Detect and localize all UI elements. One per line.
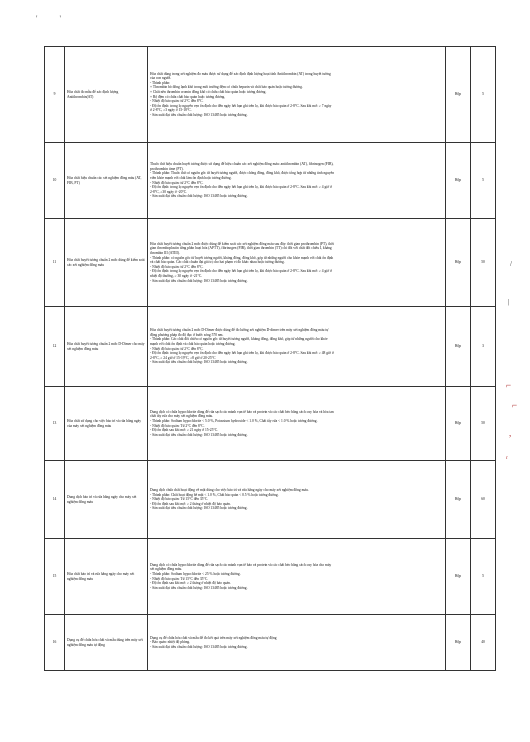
item-description [148, 461, 446, 539]
item-number: 11 [45, 219, 65, 307]
description-line: - Nhiệt độ bảo quản: Từ 15°C đến 35°C. [150, 497, 209, 502]
description-line: của con người. [150, 76, 172, 81]
description-line: Dung dịch có chứa hypochlorite dùng để rửa sạch các mảnh vụn tế bào và protein và các chất béo bằng cách oxy hóa cho máy [150, 562, 332, 567]
description-line: - Độ ổn định: trong lọ nguyên vẹn ổn định cho đến ngày hết hạn ghi trên lọ, khi được bảo quản ở 2-8°C. Sau khi mở: ≥ 7 ngày [150, 103, 332, 108]
item-name: Hóa chất sử dụng cho việc bảo trì và rửa hằng ngày của máy xét nghiệm đông máu [65, 387, 148, 461]
description-line: - Thành phần: Chất hoạt động bề mặt < 1.0 %, Chất bảo quản < 0.5 % hoặc tương đương. [150, 492, 279, 497]
item-quantity: 5 [471, 47, 496, 143]
description-line: Hóa chất huyết tương chuẩn 2 mức được dùng để kiểm soát các xét nghiệm đông máu sau đây: thời gian prothrombin (PT), thời [150, 241, 334, 246]
item-unit: Hộp [446, 461, 471, 539]
item-description [148, 615, 446, 671]
description-line: mạnh với chất ổn định và chất bảo quản hoặc tương đương. [150, 341, 236, 346]
item-number: 9 [45, 47, 65, 143]
description-line: Dung dịch chứa chất hoạt động về mặt dùng cho việc bảo trì và rửa hằng ngày cho máy xét nghiệm đông máu. [150, 488, 309, 493]
description-line: - Sản xuất đạt tiêu chuẩn chất lượng: ISO 13485 hoặc tương đương. [150, 644, 248, 649]
item-description [148, 307, 446, 387]
table-row [45, 47, 496, 143]
description-line: - Độ ổn định: trong lọ nguyên vẹn ổn định cho đến ngày hết hạn ghi trên lọ, khi được bảo quản ở 2-8°C. Sau khi mở: ≥ 4 giờ ở [150, 269, 332, 274]
item-number: 10 [45, 143, 65, 219]
description-line: Thuốc thử hiệu chuẩn huyết tương được sử dụng để hiệu chuẩn các xét nghiệm đông máu: antithrombin (AT), fibrinogen (FIB), [150, 162, 334, 167]
item-name: Dụng cụ để chứa hóa chất và mẫu dùng trên máy xét nghiệm đông máu tự động [65, 615, 148, 671]
description-line: và chất bảo quản. Các chất chuẩn đạt giá trị cho hai phạm vi đo khác nhau hoặc tương đương. [150, 260, 285, 265]
description-line: nhiệt độ thường, ≥ 30 ngày ở -21°C. [150, 273, 203, 278]
description-line: - Độ ổn định sau khi mở: ≥ 21 ngày ở 15-25°C. [150, 428, 219, 433]
item-description [148, 219, 446, 307]
description-line: + Thrombin bò đông lạnh khô trong môi trường đệm có chứa heparin và chất bảo quản hoặc tương đương. [150, 85, 303, 90]
item-description [148, 387, 446, 461]
description-line: - Thành phần: Sodium hypochlorite < 25 % hoặc tương đương. [150, 571, 241, 576]
description-line: prothrombin time (PT). [150, 166, 184, 171]
description-line: - Thành phần: [150, 80, 171, 85]
description-line: - Sản xuất đạt tiêu chuẩn chất lượng: ISO 13485 hoặc tương đương. [150, 360, 248, 365]
description-line: 2-8°C, ≥ 24 giờ ở 15-19°C, ≥8 giờ ở 20-25°C [150, 355, 216, 360]
description-line: - Nhiệt độ bảo quản: từ 2°C đến 8°C. [150, 99, 204, 104]
description-line: chất tẩy rửa cho máy xét nghiệm đông máu. [150, 414, 214, 419]
table-row [45, 387, 496, 461]
item-quantity: 5 [471, 143, 496, 219]
margin-annotation-marks: / | ⌐ ⌐ , ᵣ [506, 260, 518, 460]
item-name: Dung dịch bảo trì và rửa hằng ngày cho máy xét nghiệm đông máu [65, 461, 148, 539]
description-line: động phương pháp đo độ đục ở bước sóng 570 nm. [150, 332, 224, 337]
description-line: - Sản xuất đạt tiêu chuẩn chất lượng: ISO 13485 hoặc tương đương. [150, 278, 248, 283]
item-quantity: 50 [471, 387, 496, 461]
item-unit: Hộp [446, 615, 471, 671]
page-corner-marks: ' ' [36, 14, 71, 23]
description-line: xét nghiệm đông máu. [150, 567, 183, 572]
description-line: ở 2-8°C, ≥3 ngày ở 15-18°C. [150, 108, 192, 113]
item-name: Hóa chất huyết tương chuẩn 2 mức dùng để kiểm soát các xét nghiệm đông máu [65, 219, 148, 307]
description-line: - Nhiệt độ bảo quản: từ 2°C đến 8°C. [150, 346, 204, 351]
description-line: - Độ ổn định: trong lọ nguyên vẹn ổn định cho đến ngày hết hạn ghi trên lọ, khi được bảo quản ở 2-8°C. Sau khi mở: ≥ 48 giờ ở [150, 351, 334, 356]
specification-table [44, 46, 496, 671]
description-line: Hóa chất huyết tương chuẩn 2 mức D-Dimer được dùng để đo lường xét nghiệm D-dimer trên máy xét nghiệm đông máu tự [150, 328, 329, 333]
description-line: gian thromboplastin từng phần hoạt hóa (APTT), fibrinogen (FIB), thời gian thrombin (TT) chỉ đối với chất đối chiếu I, kháng [150, 246, 332, 251]
description-line: Dung dịch có chứa hypochlorite dùng để rửa sạch các mảnh vụn tế bào và protein và các chất béo bằng cách oxy hóa và hòa tan [150, 409, 334, 414]
item-number: 15 [45, 539, 65, 615]
description-line: thrombin III (ATIII). [150, 251, 180, 256]
item-quantity: 60 [471, 461, 496, 539]
description-line: - Thành phần: Các chất đối chiếu có nguồn gốc từ huyết tương người, kháng đông, đông khô, góp từ những người cho khỏe [150, 337, 328, 342]
description-line: - Nhiệt độ bảo quản: Từ 2°C đến 8°C. [150, 423, 205, 428]
description-line: Hóa chất dùng trong xét nghiệm đo màu được sử dụng để xác định định lượng hoạt tính Antithrombin (AT) trong huyết tương [150, 71, 331, 76]
item-unit: Hộp [446, 219, 471, 307]
item-name: Hóa chất huyết tương chuẩn 2 mức D-Dimer cho máy xét nghiệm đông máu [65, 307, 148, 387]
description-line: - Thành phần: có nguồn gốc từ huyết tương người, kháng đông, đông khô, góp từ những người cho khỏe mạnh với chất ổn định [150, 255, 334, 260]
item-number: 13 [45, 387, 65, 461]
description-line: + Bộ đệm có chứa chất bảo quản hoặc tương đương. [150, 94, 226, 99]
item-name: Hóa chất hiệu chuẩn các xét nghiệm đông máu (AT, FIB, PT) [65, 143, 148, 219]
description-line: + Chất nền thrombin cromin đông khô có chứa chất bảo quản hoặc tương đương. [150, 89, 267, 94]
description-line: - Nhiệt độ bảo quản: từ 2°C đến 8°C. [150, 264, 204, 269]
description-line: - Sản xuất đạt tiêu chuẩn chất lượng: ISO 13485 hoặc tương đương. [150, 112, 248, 117]
description-line: - Bảo quản: nhiệt độ phòng. [150, 640, 191, 645]
table-row [45, 307, 496, 387]
table-row [45, 615, 496, 671]
item-unit: Hộp [446, 539, 471, 615]
description-line: - Sản xuất đạt tiêu chuẩn chất lượng: ISO 13485 hoặc tương đương. [150, 194, 248, 199]
table-body [45, 47, 496, 671]
description-line: viên khỏe mạnh với chất làm ổn định hoặc tương đương. [150, 175, 232, 180]
table-row [45, 539, 496, 615]
description-line: Dụng cụ để chứa hóa chất và mẫu để đo kết quả trên máy xét nghiệm đông máu tự động [150, 635, 277, 640]
item-name: Hóa chất bảo trì và rửa hằng ngày cho máy xét nghiệm đông máu [65, 539, 148, 615]
item-quantity: 50 [471, 219, 496, 307]
item-number: 16 [45, 615, 65, 671]
description-line: - Thành phần: Thuốc thử có nguồn gốc từ huyết tương người, được chống đông, đông khô, được tổng hợp từ những tinh nguyên [150, 171, 335, 176]
item-description [148, 539, 446, 615]
item-unit: Hộp [446, 387, 471, 461]
item-unit: Hộp [446, 47, 471, 143]
description-line: - Thành phần: Sodium hypochlorite < 5.0 %, Potassium hydroxide < 1.0 %, Chất tẩy rửa < 1.0 % hoặc tương đương. [150, 418, 318, 423]
description-line: - Sản xuất đạt tiêu chuẩn chất lượng: ISO 13485 hoặc tương đương. [150, 506, 248, 511]
item-quantity: 40 [471, 615, 496, 671]
table-row [45, 219, 496, 307]
table-row [45, 461, 496, 539]
item-description [148, 47, 446, 143]
description-line: - Độ ổn định sau khi mở: ≥ 2 tháng ở nhiệt độ bảo quản. [150, 581, 231, 586]
item-number: 12 [45, 307, 65, 387]
description-line: - Nhiệt độ bảo quản: từ 2°C đến 8°C. [150, 180, 204, 185]
item-name: Hóa chất đo mẫu để xác định lượng Antithrombin(AT) [65, 47, 148, 143]
table-row [45, 143, 496, 219]
description-line: - Sản xuất đạt tiêu chuẩn chất lượng: ISO 13485 hoặc tương đương. [150, 585, 248, 590]
description-line: - Sản xuất đạt tiêu chuẩn chất lượng: ISO 13485 hoặc tương đương. [150, 432, 248, 437]
item-number: 14 [45, 461, 65, 539]
description-line: - Độ ổn định sau khi mở: ≥ 2 tháng ở nhiệt độ bảo quản. [150, 501, 231, 506]
item-quantity: 5 [471, 539, 496, 615]
description-line: - Nhiệt độ bảo quản: Từ 15°C đến 35°C. [150, 576, 209, 581]
item-quantity: 3 [471, 307, 496, 387]
item-unit: Hộp [446, 143, 471, 219]
item-description [148, 143, 446, 219]
description-line: 2-8°C, ≥30 ngày ở -20°C. [150, 189, 188, 194]
item-unit: Hộp [446, 307, 471, 387]
description-line: - Độ ổn định: trong lọ nguyên vẹn ổn định cho đến ngày hết hạn ghi trên lọ, khi được bảo quản ở 2-8°C. Sau khi mở: ≥ 4 giờ ở [150, 185, 332, 190]
